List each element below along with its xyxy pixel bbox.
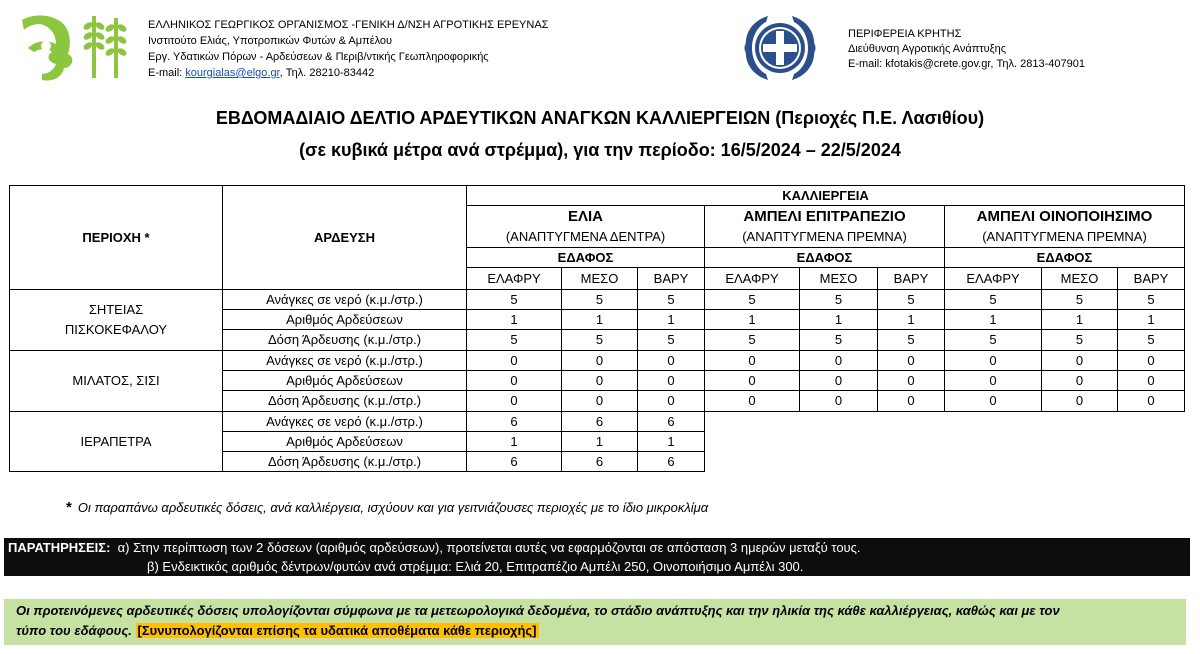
empty-cell [705,452,1185,472]
soil-header: ΕΔΑΦΟΣ [467,248,705,268]
value-cell: 5 [1042,330,1118,351]
value-cell: 6 [638,452,705,472]
region-name-line: ΠΙΣΚΟΚΕΦΑΛΟΥ [64,322,168,337]
value-cell: 0 [562,391,638,412]
crop-name: ΑΜΠΕΛΙ ΟΙΝΟΠΟΙΗΣΙΜΟ [976,207,1153,225]
region-name-line: ΣΗΤΕΙΑΣ [88,302,144,317]
info-line-1: Οι προτεινόμενες αρδευτικές δόσεις υπολογίζονται σύμφωνα με τα μετεωρολογικά δεδομένα, το στάδιο ανάπτυξης και την ηλικία της κάθε καλλιέργειας, καθώς και με τον [16,603,1060,618]
measure-label: Δόση Άρδευσης (κ.μ./στρ.) [223,391,467,412]
crop-sub: (ΑΝΑΠΤΥΓΜΕΝΑ ΠΡΕΜΝΑ) [982,228,1147,244]
soil-type-medium: ΜΕΣΟ [800,268,878,290]
value-cell: 0 [800,391,878,412]
region-name [10,290,223,351]
value-cell: 0 [1118,371,1185,391]
value-cell: 0 [945,371,1042,391]
value-cell: 0 [467,391,562,412]
footnote-star: * [66,499,72,516]
value-cell: 0 [800,351,878,371]
soil-header: ΕΔΑΦΟΣ [705,248,945,268]
soil-type-light: ΕΛΑΦΡΥ [705,268,800,290]
header-right-line2: Διεύθυνση Αγροτικής Ανάπτυξης [848,43,1007,55]
value-cell: 1 [467,432,562,452]
notes-label: ΠΑΡΑΤΗΡΗΣΕΙΣ: [8,540,111,555]
header-right-line3: E-mail: kfotakis@crete.gov.gr, Τηλ. 2813-407901 [848,58,1085,70]
value-cell: 5 [562,330,638,351]
empty-cell [705,432,1185,452]
value-cell: 1 [638,310,705,330]
irrigation-table [9,185,1185,472]
value-cell: 1 [878,310,945,330]
crop-name: ΑΜΠΕΛΙ ΕΠΙΤΡΑΠΕΖΙΟ [743,207,906,225]
notes-box [4,538,1190,576]
value-cell: 5 [800,290,878,310]
value-cell: 6 [562,412,638,432]
measure-label: Αριθμός Αρδεύσεων [223,371,467,391]
elgo-logo-icon [18,12,130,84]
region-name: ΜΙΛΑΤΟΣ, ΣΙΣΙ [10,351,223,412]
info-highlight: [Συνυπολογίζονται επίσης τα υδατικά αποθέματα κάθε περιοχής] [137,623,537,638]
value-cell: 0 [1118,391,1185,412]
footnote-text: Οι παραπάνω αρδευτικές δόσεις, ανά καλλιέργεια, ισχύουν και για γειτνιάζουσες περιοχές με το ίδιο μικροκλίμα [77,500,709,515]
value-cell: 5 [945,290,1042,310]
value-cell: 0 [638,391,705,412]
soil-type-heavy: ΒΑΡΥ [878,268,945,290]
measure-label: Δόση Άρδευσης (κ.μ./στρ.) [223,330,467,351]
value-cell: 5 [705,290,800,310]
measure-label: Ανάγκες σε νερό (κ.μ./στρ.) [223,351,467,371]
value-cell: 1 [800,310,878,330]
phone-text: , Τηλ. 28210-83442 [279,67,375,79]
empty-cell [705,412,1185,432]
header-right-info [848,27,1085,72]
value-cell: 1 [562,310,638,330]
value-cell: 5 [638,290,705,310]
value-cell: 6 [467,412,562,432]
measure-label: Ανάγκες σε νερό (κ.μ./στρ.) [223,290,467,310]
crop-sub: (ΑΝΑΠΤΥΓΜΕΝΑ ΔΕΝΤΡΑ) [505,228,666,244]
value-cell: 6 [638,412,705,432]
value-cell: 0 [1042,371,1118,391]
col-header-region: ΠΕΡΙΟΧΗ * [10,186,223,290]
header-left-info [148,17,548,81]
value-cell: 0 [562,351,638,371]
value-cell: 0 [705,371,800,391]
crop-sub: (ΑΝΑΠΤΥΓΜΕΝΑ ΠΡΕΜΝΑ) [742,228,907,244]
notes-a-text: α) Στην περίπτωση των 2 δόσεων (αριθμός αρδεύσεων), προτείνεται αυτές να εφαρμόζονται σε απόσταση 3 ημερών μεταξύ τους. [110,540,861,555]
header-left-line2: Ινστιτούτο Ελιάς, Υποτροπικών Φυτών & Αμπέλου [148,35,393,47]
value-cell: 5 [1042,290,1118,310]
header-left-line1: ΕΛΛΗΝΙΚΟΣ ΓΕΩΡΓΙΚΟΣ ΟΡΓΑΝΙΣΜΟΣ -ΓΕΝΙΚΗ Δ/ΝΣΗ ΑΓΡΟΤΙΚΗΣ ΕΡΕΥΝΑΣ [148,19,549,31]
value-cell: 1 [562,432,638,452]
value-cell: 0 [562,371,638,391]
value-cell: 5 [800,330,878,351]
value-cell: 6 [562,452,638,472]
value-cell: 0 [800,371,878,391]
soil-header: ΕΔΑΦΟΣ [945,248,1185,268]
value-cell: 6 [467,452,562,472]
document-title: ΕΒΔΟΜΑΔΙΑΙΟ ΔΕΛΤΙΟ ΑΡΔΕΥΤΙΚΩΝ ΑΝΑΓΚΩΝ ΚΑΛΛΙΕΡΓΕΙΩΝ (Περιοχές Π.Ε. Λασιθίου) [215,108,985,128]
value-cell: 0 [878,391,945,412]
soil-type-medium: ΜΕΣΟ [1042,268,1118,290]
value-cell: 0 [945,351,1042,371]
value-cell: 0 [467,371,562,391]
value-cell: 0 [1042,351,1118,371]
info-line-2-text: τύπο του εδάφους. [16,623,136,638]
value-cell: 5 [878,290,945,310]
header-right-line1: ΠΕΡΙΦΕΡΕΙΑ ΚΡΗΤΗΣ [848,28,962,40]
col-header-irrigation: ΑΡΔΕΥΣΗ [223,186,467,290]
value-cell: 0 [467,351,562,371]
value-cell: 1 [467,310,562,330]
value-cell: 5 [1118,290,1185,310]
notes-line-a [8,540,861,555]
value-cell: 5 [562,290,638,310]
soil-type-heavy: ΒΑΡΥ [638,268,705,290]
value-cell: 0 [1042,391,1118,412]
notes-line-b: β) Ενδεικτικός αριθμός δέντρων/φυτών ανά στρέμμα: Ελιά 20, Επιτραπέζιο Αμπέλι 250, Οινοποιήσιμο Αμπέλι 300. [147,559,804,574]
crop-header-olive [467,206,705,248]
crop-header-table-grape [705,206,945,248]
soil-type-light: ΕΛΑΦΡΥ [945,268,1042,290]
document-subtitle: (σε κυβικά μέτρα ανά στρέμμα), για την περίοδο: 16/5/2024 – 22/5/2024 [299,140,901,160]
value-cell: 1 [705,310,800,330]
greek-seal-icon [738,12,822,86]
value-cell: 0 [945,391,1042,412]
measure-label: Αριθμός Αρδεύσεων [223,432,467,452]
crops-header: ΚΑΛΛΙΕΡΓΕΙΑ [467,186,1185,206]
measure-label: Αριθμός Αρδεύσεων [223,310,467,330]
value-cell: 5 [467,330,562,351]
soil-type-light: ΕΛΑΦΡΥ [467,268,562,290]
value-cell: 1 [1042,310,1118,330]
info-box [4,599,1186,645]
value-cell: 5 [878,330,945,351]
value-cell: 0 [1118,351,1185,371]
measure-label: Ανάγκες σε νερό (κ.μ./στρ.) [223,412,467,432]
value-cell: 1 [945,310,1042,330]
soil-type-medium: ΜΕΣΟ [562,268,638,290]
value-cell: 1 [1118,310,1185,330]
info-line-2 [16,623,539,638]
value-cell: 5 [638,330,705,351]
value-cell: 1 [638,432,705,452]
crop-header-wine-grape [945,206,1185,248]
value-cell: 0 [705,391,800,412]
region-name: ΙΕΡΑΠΕΤΡΑ [10,412,223,472]
value-cell: 5 [705,330,800,351]
measure-label: Δόση Άρδευσης (κ.μ./στρ.) [223,452,467,472]
header-left-contact [148,65,548,81]
value-cell: 5 [945,330,1042,351]
value-cell: 0 [705,351,800,371]
value-cell: 0 [638,351,705,371]
value-cell: 0 [638,371,705,391]
crop-name: ΕΛΙΑ [567,207,603,225]
value-cell: 0 [878,351,945,371]
header-left-line3: Εργ. Υδατικών Πόρων - Αρδεύσεων & Περιβ/ντικής Γεωπληροφορικής [148,51,489,63]
value-cell: 5 [467,290,562,310]
email-link[interactable]: kourgialas@elgo.gr [185,67,280,79]
value-cell: 5 [1118,330,1185,351]
soil-type-heavy: ΒΑΡΥ [1118,268,1185,290]
footnote [66,499,708,516]
value-cell: 0 [878,371,945,391]
email-prefix: E-mail: [148,67,186,79]
